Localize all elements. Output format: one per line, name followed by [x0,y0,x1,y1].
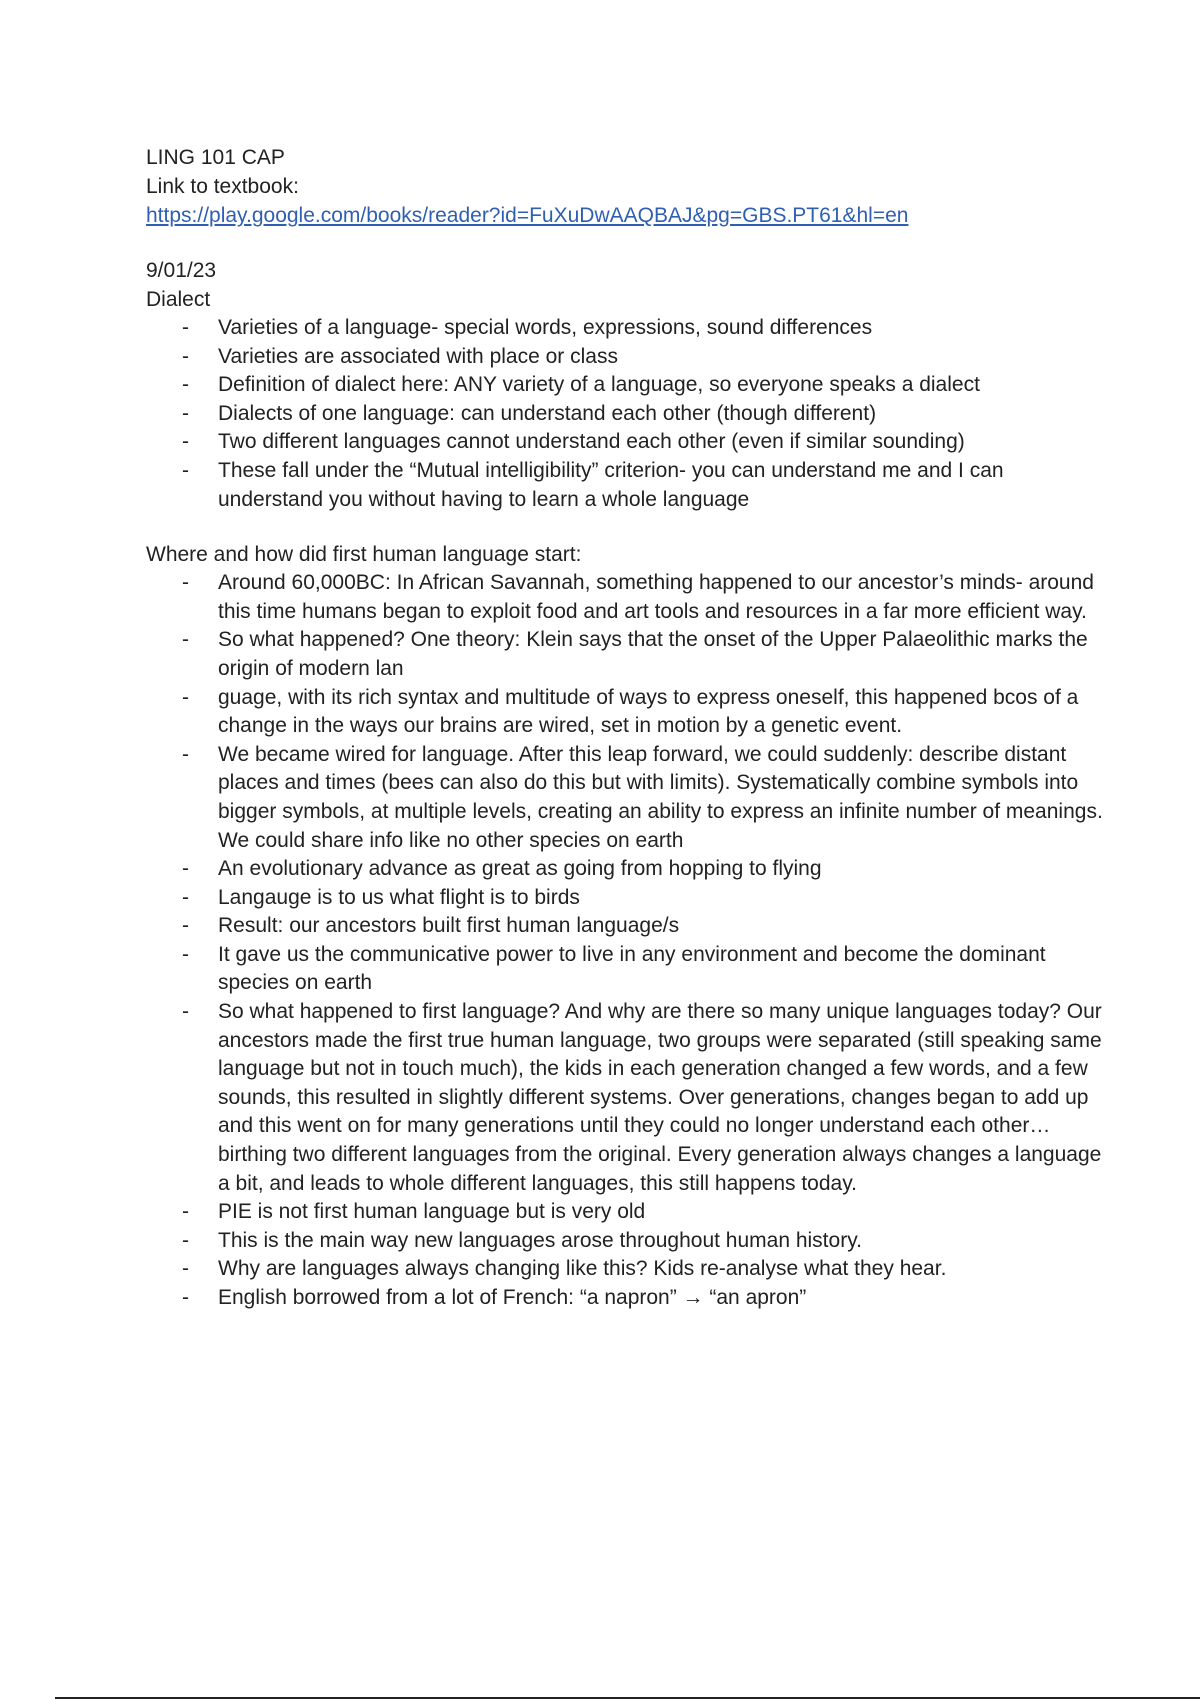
list-item: - This is the main way new languages arose throughout human history. [146,1227,1106,1256]
bullet-dash: - [182,685,189,709]
list-item: - PIE is not first human language but is very old [146,1198,1106,1227]
bullet-dash: - [182,1228,189,1252]
bullet-dash: - [182,1286,189,1309]
document-page [146,143,1106,1313]
bullet-dash: - [182,316,189,339]
list-item: - We became wired for language. After this leap forward, we could suddenly: describe distant places and times (bees can also do this but with limits). Systematically combine symbols into bigger symbols, at multiple levels, creating an ability to express an infinite number of meanings. We could share info like no other species on earth [182,742,1103,852]
list-item: - It gave us the communicative power to live in any environment and become the dominant species on earth [182,942,1046,995]
list-item: - Result: our ancestors built first human language/s [146,912,1106,941]
bullet-dash: - [182,458,189,482]
bullet-dash: - [182,430,189,454]
bullet-dash: - [182,1200,189,1224]
bullet-dash: - [182,885,189,909]
list-item: - These fall under the “Mutual intelligibility” criterion- you can understand me and I can understand you without having to learn a whole language [182,458,1004,511]
bullet-dash: - [182,914,189,938]
textbook-link-label: Link to textbook: [146,175,299,198]
list-item: - So what happened to first language? And why are there so many unique languages today? Our ancestors made the first true human language, two groups were separated (still speaking same language but not in touch much), the kids in each generation changed a few words, and a few sounds, this resulted in slightly different systems. Over generations, changes began to add up and this went on for many generations until they could no longer understand each other… birthing two different languages from the original. Every generation always changes a language a bit, and leads to whole different languages, this still happens today. [182,1000,1102,1195]
list-item: - guage, with its rich syntax and multitude of ways to express oneself, this happened bcos of a change in the ways our brains are wired, set in motion by a genetic event. [182,685,1079,738]
list-item: - An evolutionary advance as great as going from hopping to flying [146,855,1106,884]
bullet-dash: - [182,1257,189,1281]
list-item: - Around 60,000BC: In African Savannah, something happened to our ancestor’s minds- around this time humans began to exploit food and art tools and resources in a far more efficient way. [182,571,1094,623]
document-title: LING 101 CAP [146,146,285,169]
list-item: - Langauge is to us what flight is to birds [146,884,1106,913]
bullet-dash: - [182,742,189,766]
list-item: - Varieties are associated with place or class [146,343,1106,372]
list-item: - Dialects of one language: can understand each other (though different) [146,400,1106,429]
bullet-dash: - [182,1000,189,1024]
bullet-dash: - [182,857,189,881]
list-item: - Two different languages cannot understand each other (even if similar sounding) [146,428,1106,457]
textbook-link[interactable]: https://play.google.com/books/reader?id=FuXuDwAAQBAJ&pg=GBS.PT61&hl=en [146,204,909,227]
bullet-dash: - [182,942,189,966]
bullet-dash: - [182,373,189,397]
list-item: - Varieties of a language- special words, expressions, sound differences [146,314,1106,343]
page-bottom-rule [55,1697,1200,1699]
list-item: - Why are languages always changing like this? Kids re-analyse what they hear. [146,1255,1106,1284]
list-item: - So what happened? One theory: Klein says that the onset of the Upper Palaeolithic marks the origin of modern lan [182,628,1088,680]
bullet-dash: - [182,401,189,425]
dialect-bullet-list [146,314,1106,514]
section-heading-dialect: Dialect [146,288,211,311]
list-item: - English borrowed from a lot of French: “a napron” → “an apron” [146,1284,1106,1313]
bullet-dash: - [182,628,189,652]
section-heading-first-language: Where and how did first human language start: [146,543,582,567]
first-language-bullet-list [146,569,1106,1312]
list-item: - Definition of dialect here: ANY variety of a language, so everyone speaks a dialect [146,371,1106,400]
bullet-dash: - [182,571,189,595]
date-heading: 9/01/23 [146,259,217,282]
bullet-dash: - [182,344,189,368]
